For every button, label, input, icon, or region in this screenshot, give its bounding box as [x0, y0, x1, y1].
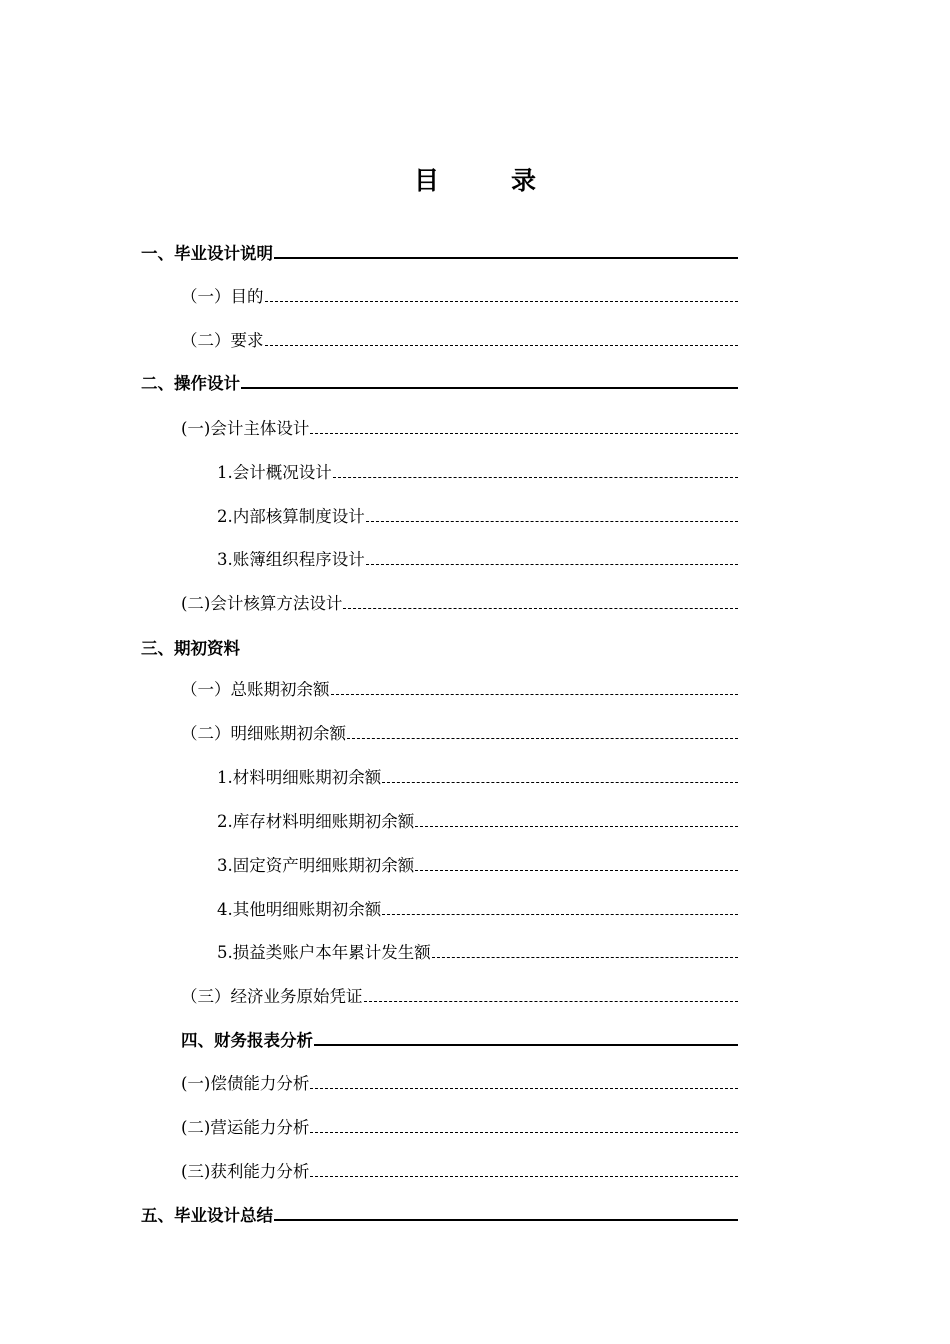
toc-entry[interactable]: [181, 284, 738, 310]
toc-entry-label: 二、操作设计: [141, 374, 240, 393]
toc-entry-label: （二）明细账期初余额: [181, 724, 346, 743]
toc-entry-label: （一）目的: [181, 287, 264, 306]
toc-entry[interactable]: [217, 897, 738, 923]
toc-entry-label: （二）要求: [181, 331, 264, 350]
toc-leader: [382, 914, 738, 915]
toc-entry[interactable]: [181, 591, 738, 617]
toc-leader: [382, 782, 738, 783]
toc-leader: [265, 345, 739, 346]
toc-entry[interactable]: [181, 328, 738, 354]
toc-leader: [432, 957, 738, 958]
toc-leader: [310, 1088, 738, 1089]
toc-leader: [310, 1176, 738, 1177]
toc-entry-label: 3.账簿组织程序设计: [217, 550, 365, 569]
toc-entry[interactable]: [217, 547, 738, 573]
toc-leader: [347, 738, 738, 739]
toc-entry[interactable]: [181, 677, 738, 703]
title-char-2: 录: [511, 166, 537, 195]
toc-entry-label: 1.材料明细账期初余额: [217, 768, 382, 787]
toc-entry-label: 1.会计概况设计: [217, 463, 332, 482]
toc-entry-label: 三、期初资料: [141, 639, 240, 658]
toc-leader: [265, 301, 739, 302]
toc-leader: [415, 870, 738, 871]
toc-entry-label: 4.其他明细账期初余额: [217, 900, 382, 919]
toc-entry[interactable]: [217, 853, 738, 879]
toc-entry-label: 一、毕业设计说明: [141, 244, 273, 263]
toc-leader: [366, 564, 738, 565]
toc-leader: [310, 1132, 738, 1133]
toc-leader: [343, 608, 738, 609]
title-char-1: 目: [413, 166, 439, 195]
toc-entry-label: (三)获利能力分析: [181, 1162, 310, 1181]
toc-entry[interactable]: [181, 416, 738, 442]
toc-leader: [366, 521, 738, 522]
toc-entry[interactable]: [217, 940, 738, 966]
toc-entry[interactable]: [181, 1028, 738, 1054]
toc-entry[interactable]: [181, 984, 738, 1010]
toc-entry-label: (一)偿债能力分析: [181, 1074, 310, 1093]
toc-entry[interactable]: [217, 809, 738, 835]
toc-leader: [274, 257, 738, 259]
toc-entry[interactable]: [141, 1203, 738, 1229]
toc-entry-label: (二)营运能力分析: [181, 1118, 310, 1137]
page-title: [0, 164, 950, 198]
toc-entry-label: 五、毕业设计总结: [141, 1206, 273, 1225]
toc-entry-label: 5.损益类账户本年累计发生额: [217, 943, 431, 962]
toc-leader: [331, 694, 739, 695]
toc-entry[interactable]: [181, 721, 738, 747]
toc-leader: [314, 1044, 738, 1046]
toc-leader: [274, 1219, 738, 1221]
toc-entry-label: 2.内部核算制度设计: [217, 507, 365, 526]
toc-entry[interactable]: [217, 765, 738, 791]
toc-leader: [241, 387, 738, 389]
toc-entry[interactable]: [141, 371, 738, 397]
toc-entry[interactable]: [181, 1159, 738, 1185]
toc-entry-label: (一)会计主体设计: [181, 419, 310, 438]
toc-entry[interactable]: [181, 1071, 738, 1097]
toc-entry[interactable]: [181, 1115, 738, 1141]
toc-entry[interactable]: [141, 636, 738, 662]
toc-leader: [310, 433, 738, 434]
toc-entry[interactable]: [217, 460, 738, 486]
toc-leader: [364, 1001, 739, 1002]
toc-entry-label: 2.库存材料明细账期初余额: [217, 812, 415, 831]
toc-entry-label: （一）总账期初余额: [181, 680, 330, 699]
toc-entry-label: （三）经济业务原始凭证: [181, 987, 363, 1006]
toc-leader: [333, 477, 738, 478]
toc-leader: [415, 826, 738, 827]
toc-entry[interactable]: [217, 504, 738, 530]
toc-entry-label: (二)会计核算方法设计: [181, 594, 343, 613]
toc-entry-label: 四、财务报表分析: [181, 1031, 313, 1050]
toc-entry[interactable]: [141, 241, 738, 267]
toc-entry-label: 3.固定资产明细账期初余额: [217, 856, 415, 875]
